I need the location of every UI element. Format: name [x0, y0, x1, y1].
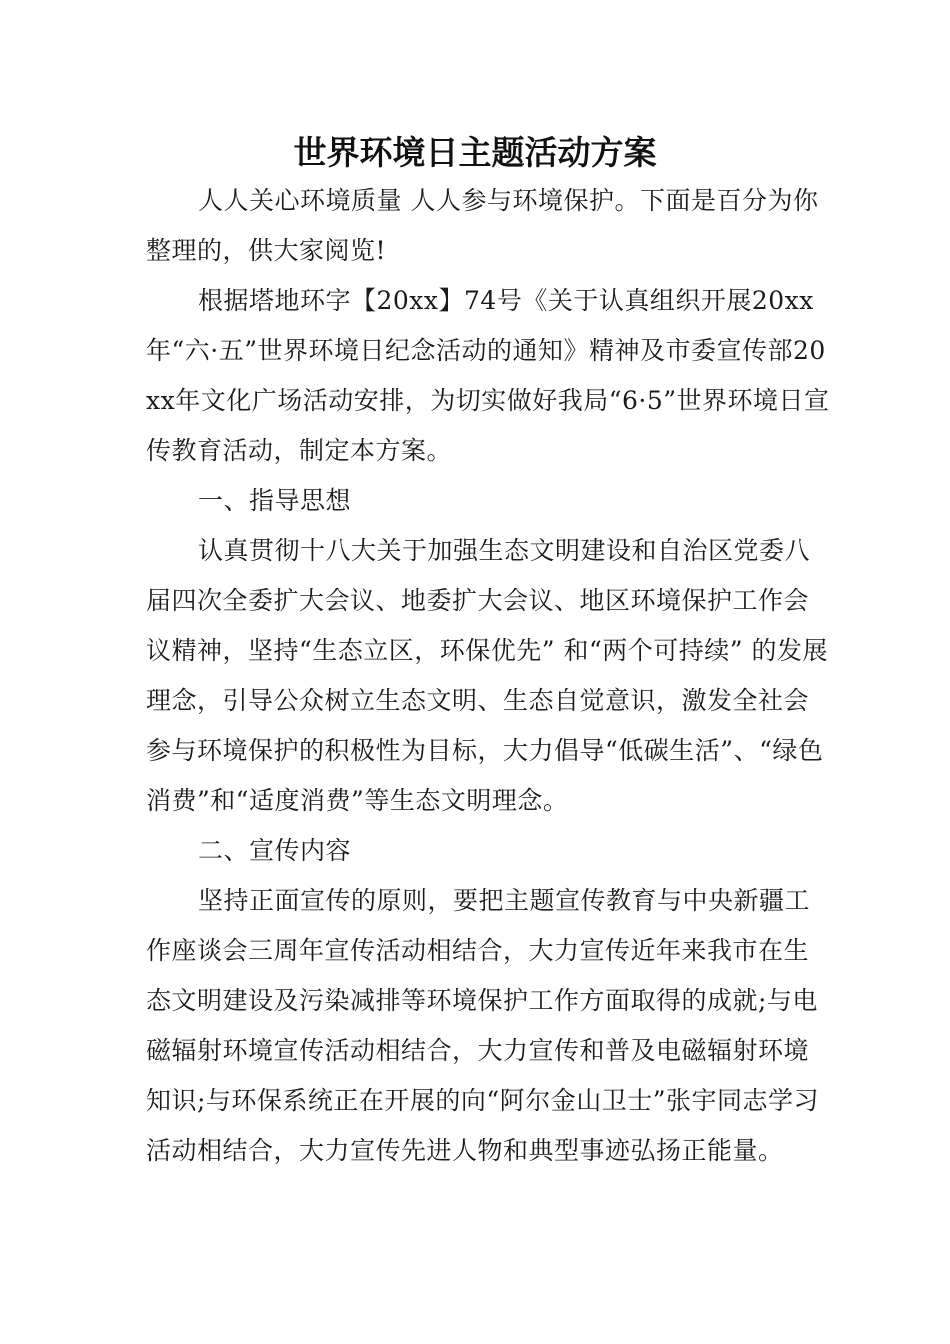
section-heading-publicity-content: 二、宣传内容	[198, 836, 352, 865]
publicity-content-paragraph: 坚持正面宣传的原则，要把主题宣传教育与中央新疆工作座谈会三周年宣传活动相结合，大力宣传近年来我市在生态文明建设及污染减排等环境保护工作方面取得的成就;与电磁辐射环境宣传活动相结合，大力宣传和普及电磁辐射环境知识;与环保系统正在开展的向“阿尔金山卫士”张宇同志学习活动相结合，大力宣传先进人物和典型事迹弘扬正能量。	[146, 886, 819, 1165]
section-heading-guiding-ideology: 一、指导思想	[198, 486, 352, 515]
document-title: 世界环境日主题活动方案	[293, 133, 657, 172]
intro-paragraph: 人人关心环境质量 人人参与环境保护。下面是百分为你整理的，供大家阅览!	[146, 186, 819, 265]
basis-paragraph: 根据塔地环字【20xx】74号《关于认真组织开展20xx年“六·五”世界环境日纪念活动的通知》精神及市委宣传部20xx年文化广场活动安排，为切实做好我局“6·5”世界环境日宣传教育活动，制定本方案。	[146, 286, 830, 465]
document-body	[146, 176, 832, 1176]
guiding-ideology-paragraph: 认真贯彻十八大关于加强生态文明建设和自治区党委八届四次全委扩大会议、地委扩大会议、地区环境保护工作会议精神，坚持“生态立区，环保优先” 和“两个可持续” 的发展理念，引导公众树立生态文明、生态自觉意识，激发全社会参与环境保护的积极性为目标，大力倡导“低碳生活”、“绿色消费”和“适度消费”等生态文明理念。	[146, 536, 829, 815]
